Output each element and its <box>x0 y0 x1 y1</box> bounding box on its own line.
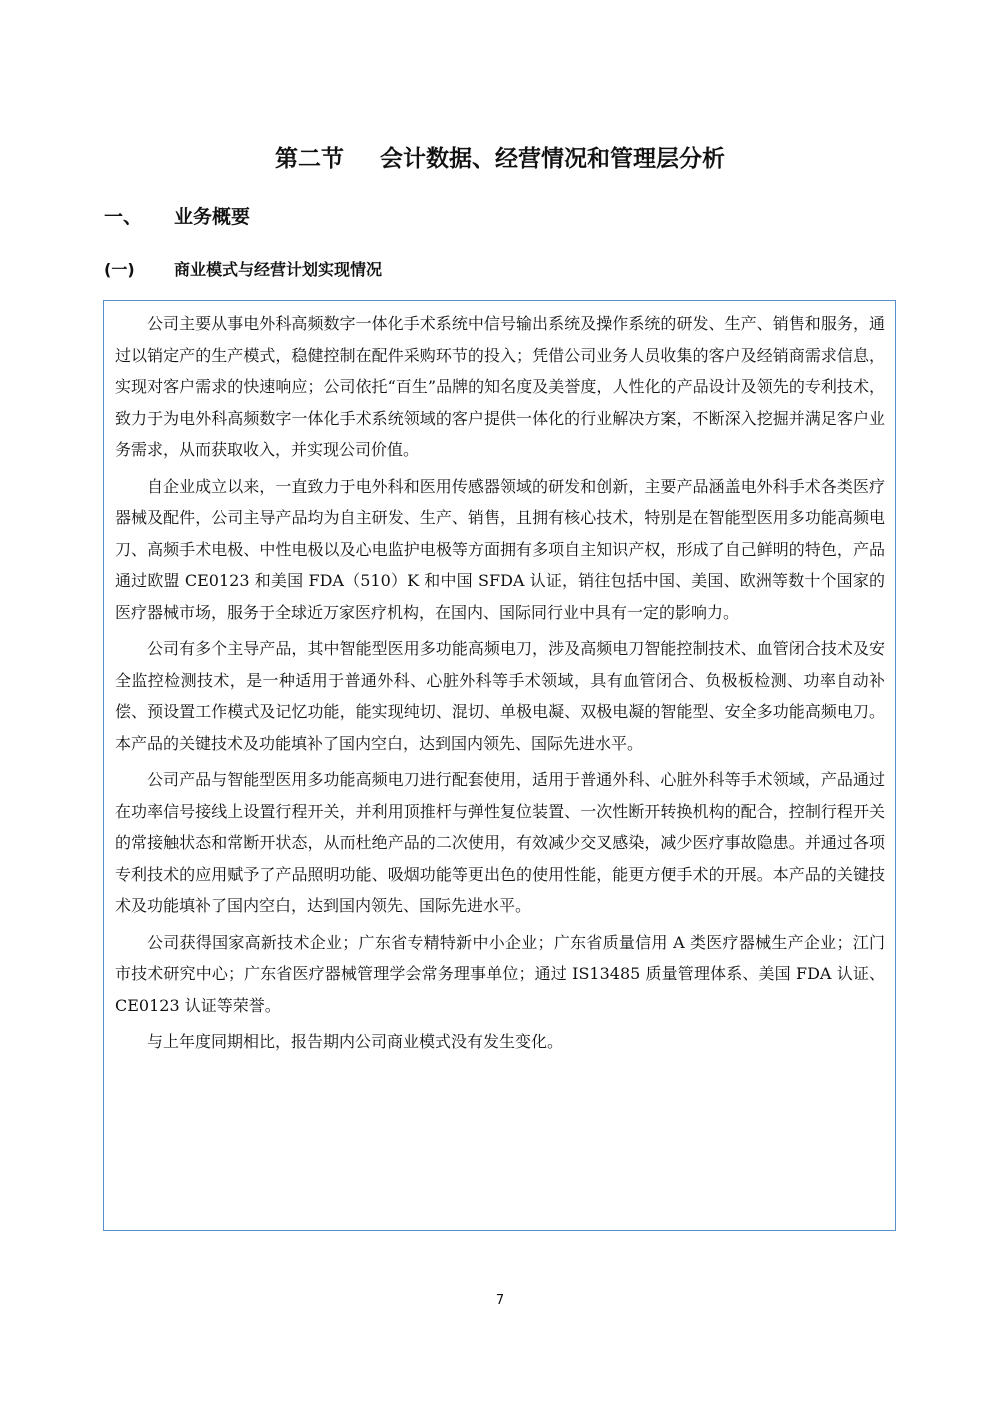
section-label: 第二节 <box>275 146 344 172</box>
page-title <box>0 142 1000 176</box>
paragraph-main-products: 公司有多个主导产品，其中智能型医用多功能高频电刀，涉及高频电刀智能控制技术、血管闭合技术及安全监控检测技术，是一种适用于普通外科、心脏外科等手术领域，具有血管闭合、负极板检测、功率自动补偿、预设置工作模式及记忆功能，能实现纯切、混切、单极电凝、双极电凝的智能型、安全多功能高频电刀。本产品的关键技术及功能填补了国内空白，达到国内领先、国际先进水平。 <box>115 639 885 753</box>
paragraph-company-history: 自企业成立以来，一直致力于电外科和医用传感器领域的研发和创新，主要产品涵盖电外科手术各类医疗器械及配件，公司主导产品均为自主研发、生产、销售，且拥有核心技术，特别是在智能型医用多功能高频电刀、高频手术电极、中性电极以及心电监护电极等方面拥有多项自主知识产权，形成了自己鲜明的特色，产品通过欧盟 CE0123 和美国 FDA（510）K 和中国 SFDA 认证，销往包括中国、美国、欧洲等数十个国家的医疗器械市场，服务于全球近万家医疗机构，在国内、国际同行业中具有一定的影响力。 <box>115 476 885 622</box>
page-number: 7 <box>495 1293 505 1308</box>
paragraph-product-features: 公司产品与智能型医用多功能高频电刀进行配套使用，适用于普通外科、心脏外科等手术领域，产品通过在功率信号接线上设置行程开关，并利用顶推杆与弹性复位装置、一次性断开转换机构的配合，控制行程开关的常接触状态和常断开状态，从而杜绝产品的二次使用，有效减少交叉感染，减少医疗事故隐患。并通过各项专利技术的应用赋予了产品照明功能、吸烟功能等更出色的使用性能，能更方便手术的开展。本产品的关键技术及功能填补了国内空白，达到国内领先、国际先进水平。 <box>115 770 885 915</box>
heading-2-number: (一) <box>104 260 135 279</box>
content-box <box>103 300 896 1231</box>
heading-1-text: 业务概要 <box>174 206 251 228</box>
heading-1-number: 一、 <box>104 206 143 228</box>
paragraph-model-change: 与上年度同期相比，报告期内公司商业模式没有发生变化。 <box>147 1032 564 1051</box>
heading-business-overview <box>104 203 250 231</box>
section-title: 会计数据、经营情况和管理层分析 <box>380 146 725 172</box>
paragraph-honors: 公司获得国家高新技术企业；广东省专精特新中小企业；广东省质量信用 A 类医疗器械生产企业；江门市技术研究中心；广东省医疗器械管理学会常务理事单位；通过 IS13485 质量管理体系、美国 FDA 认证、CE0123 认证等荣誉。 <box>115 932 885 1015</box>
heading-2-text: 商业模式与经营计划实现情况 <box>174 260 383 279</box>
paragraph-business-description: 公司主要从事电外科高频数字一体化手术系统中信号输出系统及操作系统的研发、生产、销售和服务，通过以销定产的生产模式，稳健控制在配件采购环节的投入；凭借公司业务人员收集的客户及经销商需求信息，实现对客户需求的快速响应；公司依托“百生”品牌的知名度及美誉度，人性化的产品设计及领先的专利技术，致力于为电外科高频数字一体化手术系统领域的客户提供一体化的行业解决方案，不断深入挖掘并满足客户业务需求，从而获取收入，并实现公司价值。 <box>115 314 885 459</box>
heading-business-model <box>104 258 382 282</box>
